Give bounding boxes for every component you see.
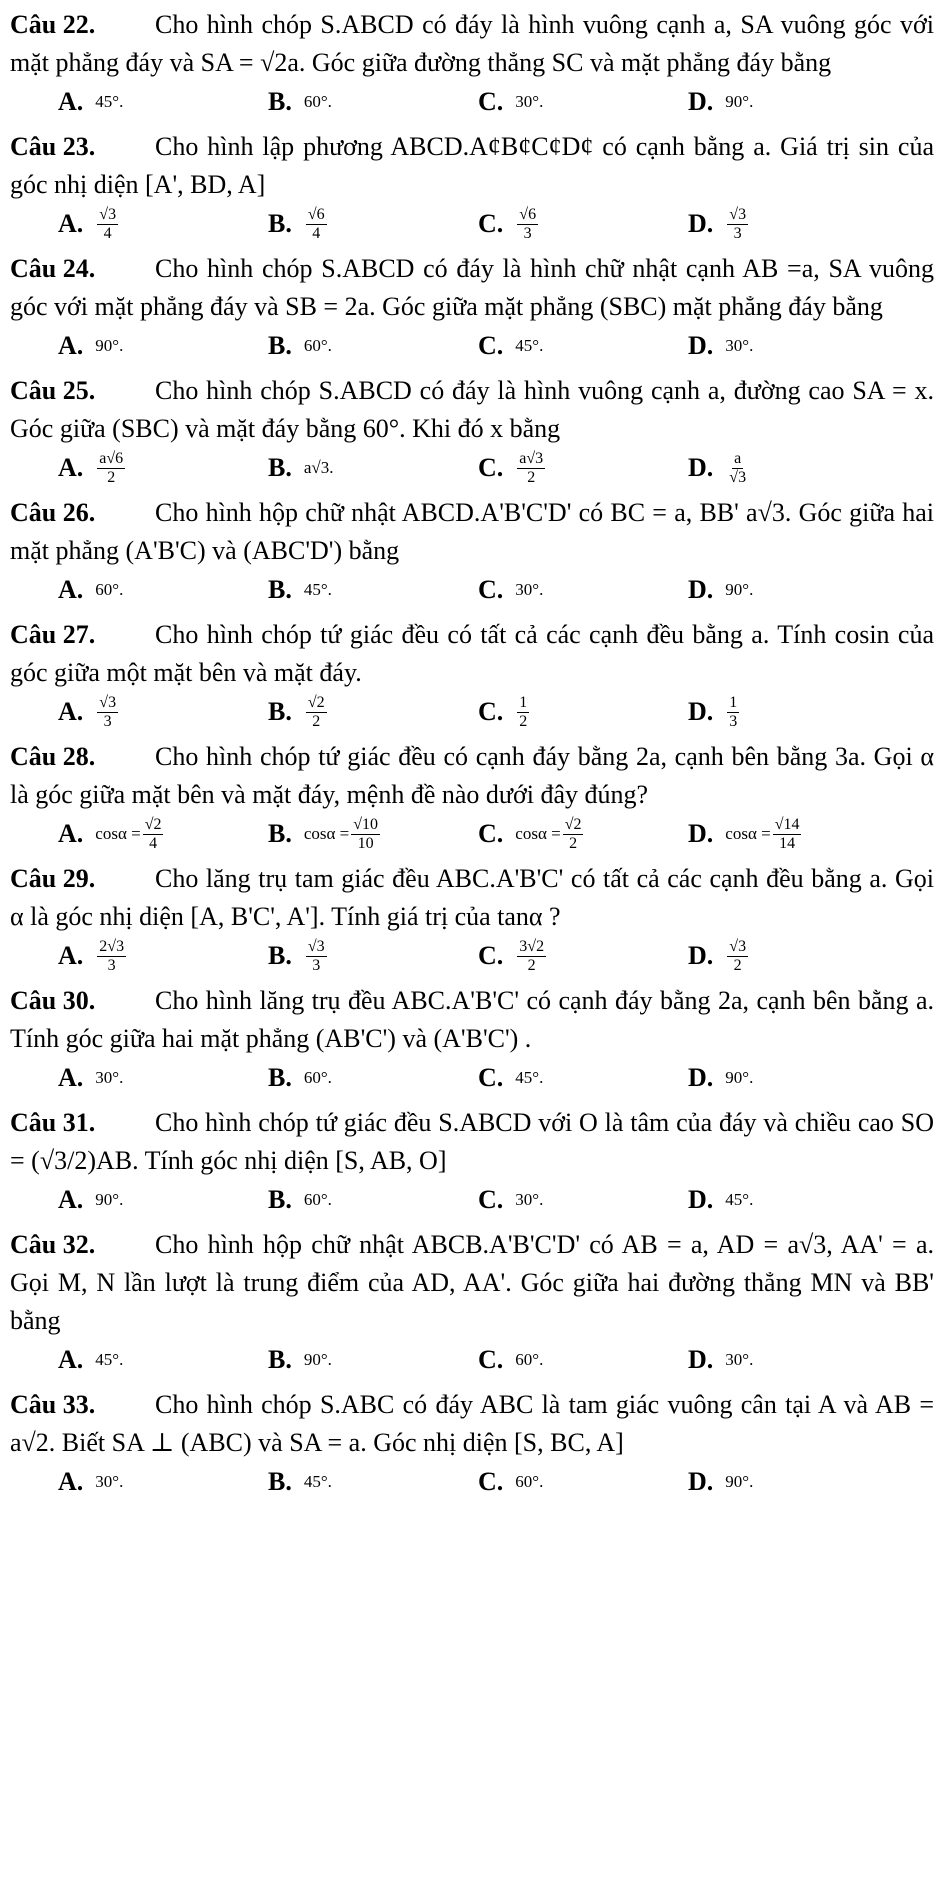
- option-value: 60°.: [303, 1068, 332, 1087]
- option-label: B.: [268, 1063, 292, 1092]
- question-text: Cho hình hộp chữ nhật ABCD.A'B'C'D' có BC = a, BB' a√3. Góc giữa hai mặt phẳng (A'B'C) và (ABC'D') bằng: [10, 498, 934, 565]
- question-block: [10, 250, 934, 366]
- option-label: C.: [478, 87, 504, 116]
- answer-option[interactable]: [58, 936, 268, 976]
- question-number: Câu 33.: [10, 1390, 96, 1419]
- fraction-numerator: √3: [99, 205, 117, 223]
- fraction-numerator: √3: [99, 693, 117, 711]
- option-prefix: cosα =: [725, 824, 771, 843]
- answer-option[interactable]: [58, 1462, 268, 1502]
- answer-option[interactable]: [478, 1340, 688, 1380]
- answer-option[interactable]: [688, 1058, 898, 1098]
- option-fraction: [727, 206, 748, 243]
- fraction-denominator: 3: [107, 956, 116, 974]
- fraction-denominator: 2: [733, 956, 742, 974]
- option-label: C.: [478, 1467, 504, 1496]
- option-label: C.: [478, 941, 504, 970]
- option-label: C.: [478, 697, 504, 726]
- question-block: [10, 982, 934, 1098]
- option-value: 60°.: [303, 92, 332, 111]
- option-value: 60°.: [515, 1472, 544, 1491]
- fraction-numerator: 1: [519, 693, 528, 711]
- question-stem: [10, 860, 934, 936]
- answer-option[interactable]: [268, 1462, 478, 1502]
- option-label: D.: [688, 453, 714, 482]
- fraction-denominator: 4: [103, 224, 112, 242]
- fraction-denominator: 4: [312, 224, 321, 242]
- option-value: 90°.: [725, 1472, 754, 1491]
- question-text: Cho hình chóp tứ giác đều có cạnh đáy bằng 2a, cạnh bên bằng 3a. Gọi α là góc giữa mặt bên và mặt đáy, mệnh đề nào dưới đây đúng?: [10, 742, 934, 809]
- option-fraction: [97, 938, 126, 975]
- question-stem: [10, 982, 934, 1058]
- option-label: D.: [688, 697, 714, 726]
- option-fraction: [306, 694, 327, 731]
- option-fraction: [97, 450, 125, 487]
- answer-option[interactable]: [478, 326, 688, 366]
- option-value: 90°.: [303, 1350, 332, 1369]
- option-label: D.: [688, 87, 714, 116]
- answer-option[interactable]: [688, 204, 898, 244]
- fraction-denominator: 3: [523, 224, 532, 242]
- option-fraction: [306, 206, 327, 243]
- fraction-numerator: √14: [774, 815, 800, 833]
- option-value: 90°.: [95, 336, 124, 355]
- option-label: A.: [58, 575, 84, 604]
- option-label: D.: [688, 575, 714, 604]
- option-fraction: [143, 816, 164, 853]
- option-label: D.: [688, 1467, 714, 1496]
- question-text: Cho hình lập phương ABCD.A¢B¢C¢D¢ có cạnh bằng a. Giá trị sin của góc nhị diện [A', BD, A]: [10, 132, 934, 199]
- question-text: Cho hình chóp tứ giác đều S.ABCD với O là tâm của đáy và chiều cao SO = (√3/2)AB. Tính góc nhị diện [S, AB, O]: [10, 1108, 934, 1175]
- option-label: C.: [478, 1063, 504, 1092]
- option-value: 60°.: [303, 1190, 332, 1209]
- fraction-numerator: 3√2: [519, 937, 545, 955]
- option-label: B.: [268, 453, 292, 482]
- option-fraction: [97, 694, 118, 731]
- question-block: [10, 1386, 934, 1502]
- answer-option[interactable]: [478, 814, 688, 854]
- fraction-numerator: √2: [564, 815, 582, 833]
- question-block: [10, 128, 934, 244]
- answer-option[interactable]: [58, 1180, 268, 1220]
- answer-option[interactable]: [268, 448, 478, 488]
- option-label: D.: [688, 331, 714, 360]
- option-label: D.: [688, 209, 714, 238]
- answer-option[interactable]: [478, 692, 688, 732]
- question-block: [10, 860, 934, 976]
- option-label: A.: [58, 697, 84, 726]
- option-label: A.: [58, 941, 84, 970]
- option-label: A.: [58, 87, 84, 116]
- fraction-numerator: a: [734, 449, 742, 467]
- answer-option[interactable]: [58, 82, 268, 122]
- option-fraction: [727, 450, 748, 487]
- option-fraction: [97, 206, 118, 243]
- option-label: A.: [58, 209, 84, 238]
- question-stem: [10, 250, 934, 326]
- answer-option[interactable]: [58, 1058, 268, 1098]
- question-stem: [10, 494, 934, 570]
- option-label: B.: [268, 1185, 292, 1214]
- option-prefix: cosα =: [303, 824, 350, 843]
- option-label: A.: [58, 331, 84, 360]
- fraction-numerator: √3: [729, 205, 747, 223]
- option-label: A.: [58, 1345, 84, 1374]
- fraction-numerator: √3: [729, 937, 747, 955]
- option-label: B.: [268, 819, 292, 848]
- fraction-denominator: 2: [519, 712, 528, 730]
- answer-option[interactable]: [478, 1462, 688, 1502]
- fraction-denominator: √3: [729, 468, 747, 486]
- answer-option[interactable]: [688, 936, 898, 976]
- answer-choices: [10, 326, 934, 366]
- question-block: [10, 6, 934, 122]
- option-fraction: [517, 938, 546, 975]
- question-stem: [10, 6, 934, 82]
- fraction-denominator: 2: [527, 956, 536, 974]
- question-stem: [10, 1386, 934, 1462]
- fraction-denominator: 3: [733, 224, 742, 242]
- option-label: C.: [478, 453, 504, 482]
- fraction-numerator: √3: [307, 937, 325, 955]
- answer-option[interactable]: [268, 936, 478, 976]
- question-stem: [10, 128, 934, 204]
- option-value: 45°.: [303, 580, 332, 599]
- option-label: D.: [688, 1185, 714, 1214]
- answer-option[interactable]: [268, 570, 478, 610]
- option-label: B.: [268, 1345, 292, 1374]
- fraction-numerator: a√3: [519, 449, 544, 467]
- answer-option[interactable]: [478, 1058, 688, 1098]
- fraction-denominator: 2: [107, 468, 116, 486]
- answer-choices: [10, 1058, 934, 1098]
- option-value: 45°.: [725, 1190, 754, 1209]
- option-label: B.: [268, 87, 292, 116]
- option-value: 90°.: [725, 92, 754, 111]
- option-label: B.: [268, 209, 292, 238]
- answer-choices: [10, 570, 934, 610]
- answer-option[interactable]: [688, 82, 898, 122]
- question-block: [10, 1104, 934, 1220]
- fraction-denominator: 10: [357, 834, 374, 852]
- option-label: C.: [478, 1345, 504, 1374]
- answer-option[interactable]: [688, 1462, 898, 1502]
- option-fraction: [306, 938, 327, 975]
- fraction-numerator: √2: [307, 693, 325, 711]
- question-block: [10, 616, 934, 732]
- answer-choices: [10, 448, 934, 488]
- option-value: 45°.: [95, 1350, 124, 1369]
- option-fraction: [773, 816, 802, 853]
- answer-choices: [10, 204, 934, 244]
- question-number: Câu 22.: [10, 10, 96, 39]
- answer-option[interactable]: [688, 814, 898, 854]
- option-value: 45°.: [515, 1068, 544, 1087]
- answer-option[interactable]: [268, 326, 478, 366]
- fraction-denominator: 2: [527, 468, 536, 486]
- question-stem: [10, 1104, 934, 1180]
- question-text: Cho hình chóp S.ABCD có đáy là hình vuông cạnh a, đường cao SA = x. Góc giữa (SBC) và mặt đáy bằng 60°. Khi đó x bằng: [10, 376, 934, 443]
- option-value: 45°.: [515, 336, 544, 355]
- answer-choices: [10, 82, 934, 122]
- answer-option[interactable]: [58, 570, 268, 610]
- question-number: Câu 26.: [10, 498, 96, 527]
- option-label: D.: [688, 1345, 714, 1374]
- option-label: B.: [268, 1467, 292, 1496]
- answer-option[interactable]: [478, 936, 688, 976]
- answer-choices: [10, 1340, 934, 1380]
- question-number: Câu 29.: [10, 864, 96, 893]
- question-text: Cho hình lăng trụ đều ABC.A'B'C' có cạnh đáy bằng 2a, cạnh bên bằng a. Tính góc giữa hai mặt phẳng (AB'C') và (A'B'C') .: [10, 986, 934, 1053]
- answer-option[interactable]: [478, 570, 688, 610]
- fraction-numerator: √6: [307, 205, 325, 223]
- question-stem: [10, 372, 934, 448]
- option-value: 60°.: [95, 580, 124, 599]
- option-value: 45°.: [303, 1472, 332, 1491]
- fraction-numerator: √6: [519, 205, 537, 223]
- option-fraction: [517, 206, 538, 243]
- fraction-numerator: 1: [729, 693, 738, 711]
- option-value: 30°.: [515, 92, 544, 111]
- option-value: 30°.: [515, 1190, 544, 1209]
- option-label: C.: [478, 209, 504, 238]
- question-number: Câu 28.: [10, 742, 96, 771]
- option-label: D.: [688, 941, 714, 970]
- fraction-denominator: 3: [312, 956, 321, 974]
- answer-option[interactable]: [688, 1340, 898, 1380]
- answer-choices: [10, 936, 934, 976]
- fraction-numerator: √10: [353, 815, 379, 833]
- fraction-denominator: 3: [103, 712, 112, 730]
- question-text: Cho hình chóp S.ABCD có đáy là hình vuông cạnh a, SA vuông góc với mặt phẳng đáy và SA = √2a. Góc giữa đường thẳng SC và mặt phẳng đáy bằng: [10, 10, 934, 77]
- option-label: D.: [688, 819, 714, 848]
- option-label: B.: [268, 331, 292, 360]
- question-stem: [10, 1226, 934, 1340]
- fraction-denominator: 14: [779, 834, 796, 852]
- option-value: 90°.: [725, 1068, 754, 1087]
- fraction-numerator: √2: [144, 815, 162, 833]
- option-value: 60°.: [515, 1350, 544, 1369]
- question-text: Cho hình chóp S.ABCD có đáy là hình chữ nhật cạnh AB =a, SA vuông góc với mặt phẳng đáy và SB = 2a. Góc giữa mặt phẳng (SBC) mặt phẳng đáy bằng: [10, 254, 934, 321]
- option-label: C.: [478, 819, 504, 848]
- answer-option[interactable]: [478, 1180, 688, 1220]
- question-text: Cho hình hộp chữ nhật ABCB.A'B'C'D' có AB = a, AD = a√3, AA' = a. Gọi M, N lần lượt là trung điểm của AD, AA'. Góc giữa hai đường thẳng MN và BB' bằng: [10, 1230, 934, 1335]
- option-fraction: [517, 450, 545, 487]
- option-value: 60°.: [303, 336, 332, 355]
- question-text: Cho lăng trụ tam giác đều ABC.A'B'C' có tất cả các cạnh đều bằng a. Gọi α là góc nhị diện [A, B'C', A']. Tính giá trị của tanα ?: [10, 864, 934, 931]
- question-text: Cho hình chóp tứ giác đều có tất cả các cạnh đều bằng a. Tính cosin của góc giữa một mặt bên và mặt đáy.: [10, 620, 934, 687]
- answer-choices: [10, 814, 934, 854]
- fraction-numerator: a√6: [99, 449, 124, 467]
- answer-option[interactable]: [58, 448, 268, 488]
- option-label: B.: [268, 697, 292, 726]
- answer-option[interactable]: [268, 1340, 478, 1380]
- option-label: B.: [268, 941, 292, 970]
- option-fraction: [727, 694, 739, 731]
- answer-option[interactable]: [268, 814, 478, 854]
- answer-option[interactable]: [688, 692, 898, 732]
- option-value: 30°.: [95, 1068, 124, 1087]
- option-prefix: cosα =: [515, 824, 561, 843]
- option-value: 30°.: [725, 336, 754, 355]
- option-label: D.: [688, 1063, 714, 1092]
- answer-choices: [10, 1462, 934, 1502]
- answer-option[interactable]: [268, 1058, 478, 1098]
- answer-option[interactable]: [688, 570, 898, 610]
- question-block: [10, 1226, 934, 1380]
- question-stem: [10, 738, 934, 814]
- option-prefix: cosα =: [95, 824, 141, 843]
- option-value: a√3.: [303, 458, 334, 477]
- answer-option[interactable]: [478, 82, 688, 122]
- question-block: [10, 738, 934, 854]
- question-stem: [10, 616, 934, 692]
- answer-choices: [10, 1180, 934, 1220]
- option-value: 45°.: [95, 92, 124, 111]
- option-label: A.: [58, 453, 84, 482]
- option-fraction: [517, 694, 529, 731]
- option-label: A.: [58, 1185, 84, 1214]
- question-number: Câu 32.: [10, 1230, 96, 1259]
- answer-option[interactable]: [478, 204, 688, 244]
- question-number: Câu 25.: [10, 376, 96, 405]
- answer-option[interactable]: [58, 204, 268, 244]
- option-fraction: [727, 938, 748, 975]
- answer-option[interactable]: [688, 1180, 898, 1220]
- fraction-numerator: 2√3: [99, 937, 125, 955]
- option-value: 30°.: [515, 580, 544, 599]
- option-label: A.: [58, 1467, 84, 1496]
- fraction-denominator: 3: [729, 712, 738, 730]
- answer-option[interactable]: [58, 692, 268, 732]
- option-value: 30°.: [95, 1472, 124, 1491]
- answer-option[interactable]: [58, 1340, 268, 1380]
- option-fraction: [351, 816, 380, 853]
- option-label: B.: [268, 575, 292, 604]
- option-label: C.: [478, 575, 504, 604]
- option-label: A.: [58, 819, 84, 848]
- question-number: Câu 31.: [10, 1108, 96, 1137]
- option-value: 30°.: [725, 1350, 754, 1369]
- fraction-denominator: 4: [149, 834, 158, 852]
- option-label: C.: [478, 1185, 504, 1214]
- question-number: Câu 23.: [10, 132, 96, 161]
- question-number: Câu 27.: [10, 620, 96, 649]
- fraction-denominator: 2: [312, 712, 321, 730]
- answer-choices: [10, 692, 934, 732]
- option-label: A.: [58, 1063, 84, 1092]
- question-text: Cho hình chóp S.ABC có đáy ABC là tam giác vuông cân tại A và AB = a√2. Biết SA ⊥ (ABC) và SA = a. Góc nhị diện [S, BC, A]: [10, 1390, 934, 1457]
- question-number: Câu 24.: [10, 254, 96, 283]
- question-number: Câu 30.: [10, 986, 96, 1015]
- question-block: [10, 372, 934, 488]
- answer-option[interactable]: [478, 448, 688, 488]
- answer-option[interactable]: [268, 82, 478, 122]
- option-value: 90°.: [95, 1190, 124, 1209]
- answer-option[interactable]: [688, 448, 898, 488]
- option-value: 90°.: [725, 580, 754, 599]
- option-fraction: [563, 816, 584, 853]
- answer-option[interactable]: [268, 1180, 478, 1220]
- answer-option[interactable]: [268, 204, 478, 244]
- answer-option[interactable]: [688, 326, 898, 366]
- answer-option[interactable]: [58, 814, 268, 854]
- answer-option[interactable]: [268, 692, 478, 732]
- answer-option[interactable]: [58, 326, 268, 366]
- question-block: [10, 494, 934, 610]
- fraction-denominator: 2: [569, 834, 578, 852]
- option-label: C.: [478, 331, 504, 360]
